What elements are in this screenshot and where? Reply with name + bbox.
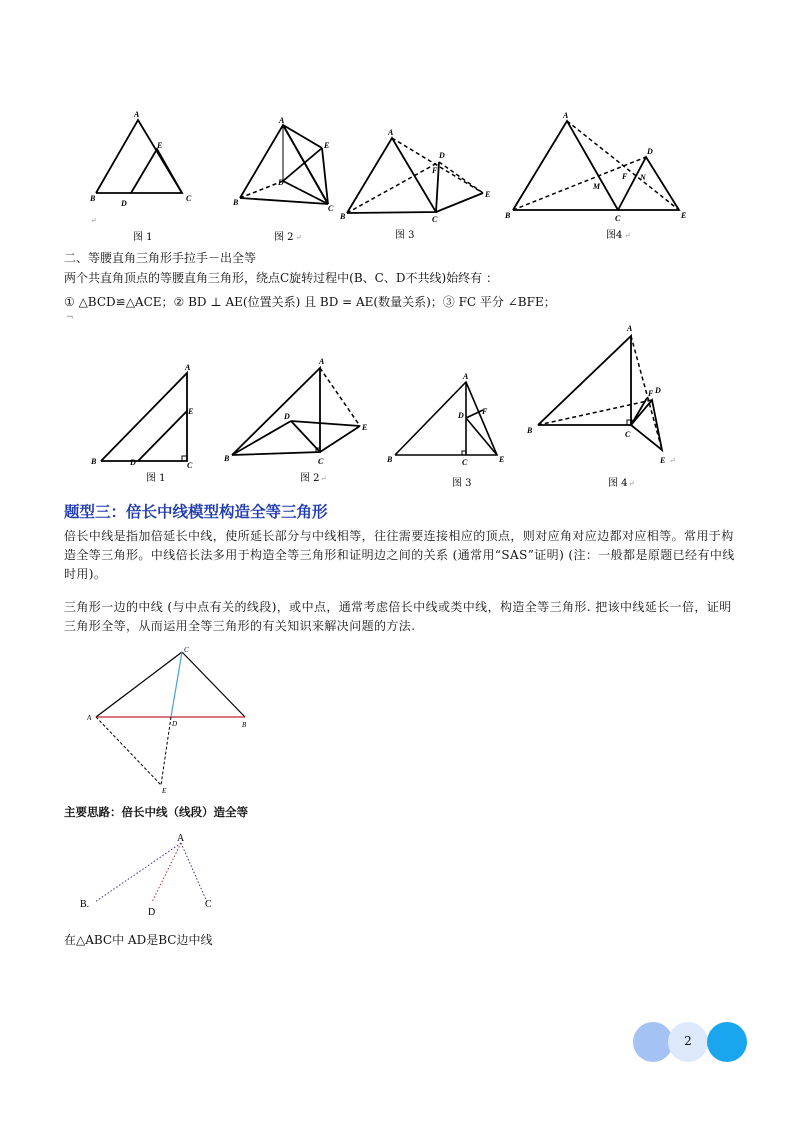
label: E <box>485 190 491 199</box>
label: M <box>593 182 601 191</box>
label: N <box>640 173 646 182</box>
page-circle-right <box>707 1022 747 1062</box>
label: B <box>340 212 346 221</box>
label: B <box>233 198 239 207</box>
label: C <box>318 457 324 466</box>
label: D <box>148 907 156 918</box>
svg-text:↵: ↵ <box>295 233 302 242</box>
label: B <box>91 457 97 466</box>
label: D <box>130 458 136 467</box>
section2-title: 二、等腰直角三角形手拉手－出全等 <box>64 251 257 265</box>
label: C <box>625 430 631 439</box>
label: D <box>458 411 464 420</box>
caption: 图4 <box>606 230 623 241</box>
label: B <box>90 194 96 203</box>
label: C <box>205 899 212 910</box>
label: A <box>134 110 140 119</box>
label: E <box>157 141 163 150</box>
label: D <box>172 720 178 728</box>
label: B <box>527 426 533 435</box>
label: C <box>186 194 192 203</box>
label: A <box>563 111 569 120</box>
section3-last-line: 在△ABC中 AD是BC边中线 <box>64 933 213 947</box>
label: C <box>615 214 621 223</box>
section3-paragraph-2: 三角形一边的中线 (与中点有关的线段)，或中点，通常考虑倍长中线或类中线，构造全等三角形. 把该中线延长一倍，证明三角形全等，从而运用全等三角形的有关知识来解决问题的方法. <box>64 600 732 633</box>
label: D <box>439 151 445 160</box>
svg-text:↵: ↵ <box>90 216 97 225</box>
label: F <box>648 389 654 398</box>
label: A <box>319 357 325 366</box>
label: C <box>184 646 189 654</box>
label: A <box>185 363 191 372</box>
label: F <box>482 407 488 416</box>
svg-text:↵: ↵ <box>628 479 635 488</box>
svg-text:↵: ↵ <box>320 474 327 483</box>
svg-text:↵: ↵ <box>624 231 631 240</box>
section2-line2: ① △BCD≌△ACE；② BD ⊥ AE(位置关系) 且 BD = AE(数量关系)；③ FC 平分 ∠BFE； <box>64 295 556 309</box>
label: E <box>324 141 330 150</box>
label: A <box>87 714 92 722</box>
label: A <box>463 372 469 381</box>
label: A <box>388 128 394 137</box>
label: E <box>660 456 666 465</box>
label: B <box>505 211 511 220</box>
label: B <box>242 721 247 729</box>
section3-paragraph-1: 倍长中线是指加倍延长中线，使所延长部分与中线相等，往往需要连接相应的顶点，则对应角对应边都对应相等。常用于构造全等三角形。中线倍长法多用于构造全等三角形和证明边之间的关系 (通常用“SAS”证明) (注：一般都是原题已经有中线时用)。 <box>64 529 735 581</box>
label: C <box>432 215 438 224</box>
svg-text:↵: ↵ <box>669 456 676 465</box>
label: B. <box>80 899 90 910</box>
label: D <box>121 199 127 208</box>
label: C <box>462 458 468 467</box>
caption: 图 2 <box>274 232 294 243</box>
label: F <box>622 172 628 181</box>
caption: 图 1 <box>133 232 153 243</box>
label: D <box>655 386 661 395</box>
page-circle-left <box>633 1022 673 1062</box>
section3-heading: 题型三：倍长中线模型构造全等三角形 <box>64 503 328 521</box>
label: B <box>387 455 393 464</box>
label: E <box>499 455 505 464</box>
caption: 图 3 <box>452 478 472 489</box>
label: A <box>627 324 633 333</box>
section3-subheading: 主要思路：倍长中线（线段）造全等 <box>64 805 248 819</box>
label: D <box>278 178 284 187</box>
label: F <box>432 166 438 175</box>
caption: 图 2 <box>300 473 320 484</box>
label: E <box>188 407 194 416</box>
label: E <box>162 787 167 795</box>
caption: 图 1 <box>146 473 166 484</box>
label: D <box>647 147 653 156</box>
caption: 图 4 <box>608 478 628 489</box>
label: C <box>187 461 193 470</box>
section2-line1: 两个共直角顶点的等腰直角三角形，绕点C旋转过程中(B、C、D不共线)始终有 ： <box>64 271 498 285</box>
label: E <box>681 211 687 220</box>
caption: 图 3 <box>395 230 415 241</box>
label: C <box>328 204 334 213</box>
page-number: 2 <box>684 1034 692 1048</box>
label: B <box>224 454 230 463</box>
label: D <box>284 412 290 421</box>
label: A <box>177 833 185 844</box>
label: A <box>279 116 285 125</box>
label: E <box>362 423 368 432</box>
